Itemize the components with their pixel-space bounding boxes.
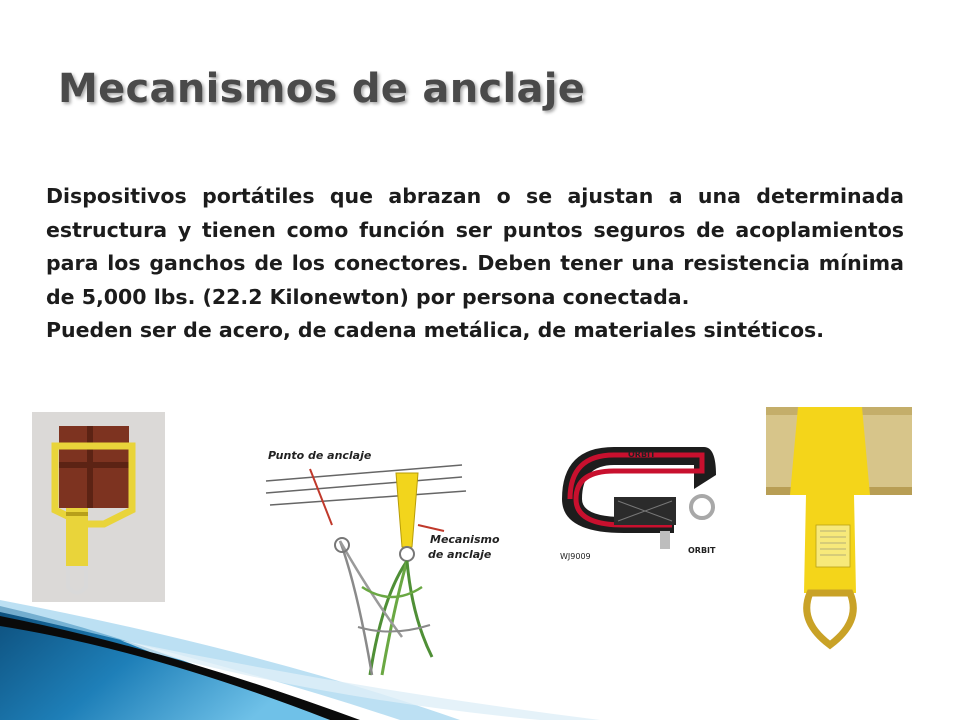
anchorage-diagram xyxy=(262,437,500,675)
paragraph-materials: Pueden ser de acero, de cadena metálica, de materiales sintéticos. xyxy=(46,318,825,342)
model-code: WJ9009 xyxy=(560,552,591,561)
label-anchor-point: Punto de anclaje xyxy=(268,449,372,462)
beam-clamp-photo xyxy=(32,412,165,602)
beam-sling-photo xyxy=(766,407,912,652)
brand-mark: ORBIT xyxy=(688,546,716,555)
paragraph-definition: Dispositivos portátiles que abrazan o se ajustan a una determinada estructura y tienen como función ser puntos seguros de acoplamientos para los ganchos de los conectores. Deben tener una resistencia mínima de 5,000 lbs. (22.2 Kilonewton) por persona conectada. xyxy=(46,184,904,309)
cross-arm-strap-photo xyxy=(554,435,724,565)
slide-title: Mecanismos de anclaje xyxy=(58,66,586,112)
label-mechanism-1: Mecanismo xyxy=(430,533,500,546)
body-text xyxy=(46,180,904,348)
label-mechanism-2: de anclaje xyxy=(428,548,492,561)
brand-mark-strap: ORBIT xyxy=(628,450,656,459)
